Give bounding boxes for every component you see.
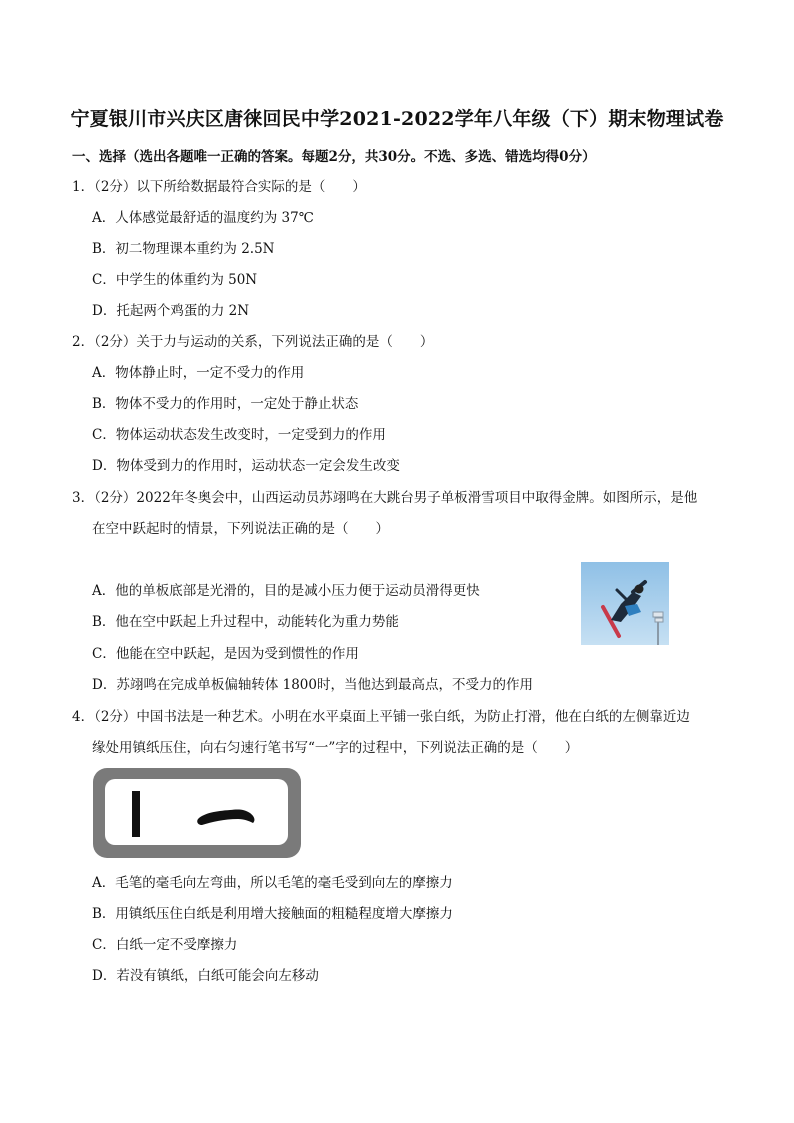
question-3-option-a: A．他的单板底部是光滑的，目的是减小压力便于运动员滑得更快 <box>92 583 480 599</box>
question-2-stem: 2．（2分）关于力与运动的关系，下列说法正确的是（ ） <box>72 334 434 350</box>
calligraphy-figure <box>92 767 302 859</box>
question-1-option-b: B．初二物理课本重约为 2.5N <box>92 241 275 257</box>
question-3-stem: 3．（2分）2022年冬奥会中，山西运动员苏翊鸣在大跳台男子单板滑雪项目中取得金牌。如图所示，是他 <box>72 490 698 506</box>
question-2-option-c: C．物体运动状态发生改变时，一定受到力的作用 <box>92 427 386 443</box>
question-4-option-d: D．若没有镇纸，白纸可能会向左移动 <box>92 968 319 984</box>
question-4-option-c: C．白纸一定不受摩擦力 <box>92 937 238 953</box>
question-1-option-d: D．托起两个鸡蛋的力 2N <box>92 303 250 319</box>
question-3-option-d: D．苏翊鸣在完成单板偏轴转体 1800时，当他达到最高点，不受力的作用 <box>92 677 533 693</box>
question-2-option-d: D．物体受到力的作用时，运动状态一定会发生改变 <box>92 458 400 474</box>
section-heading: 一、选择（选出各题唯一正确的答案。每题2分，共30分。不选、多选、错选均得0分） <box>72 149 596 165</box>
question-3-option-b: B．他在空中跃起上升过程中，动能转化为重力势能 <box>92 614 399 630</box>
snowboarder-photo <box>581 562 669 645</box>
question-2-option-a: A．物体静止时，一定不受力的作用 <box>92 365 305 381</box>
question-4-option-a: A．毛笔的毫毛向左弯曲，所以毛笔的毫毛受到向左的摩擦力 <box>92 875 453 891</box>
question-4-stem: 4．（2分）中国书法是一种艺术。小明在水平桌面上平铺一张白纸，为防止打滑，他在白纸的左侧靠近边 <box>72 709 690 725</box>
question-1-option-c: C．中学生的体重约为 50N <box>92 272 258 288</box>
question-1-option-a: A．人体感觉最舒适的温度约为 37℃ <box>92 210 314 226</box>
question-3-option-c: C．他能在空中跃起，是因为受到惯性的作用 <box>92 646 359 662</box>
page-title: 宁夏银川市兴庆区唐徕回民中学2021-2022学年八年级（下）期末物理试卷 <box>70 108 724 130</box>
question-4-option-b: B．用镇纸压住白纸是利用增大接触面的粗糙程度增大摩擦力 <box>92 906 453 922</box>
question-4-stem-continued: 缘处用镇纸压住，向右匀速行笔书写“一”字的过程中，下列说法正确的是（ ） <box>92 740 579 756</box>
question-3-stem-continued: 在空中跃起时的情景，下列说法正确的是（ ） <box>92 521 389 537</box>
question-1-stem: 1．（2分）以下所给数据最符合实际的是（ ） <box>72 179 366 195</box>
question-2-option-b: B．物体不受力的作用时，一定处于静止状态 <box>92 396 359 412</box>
